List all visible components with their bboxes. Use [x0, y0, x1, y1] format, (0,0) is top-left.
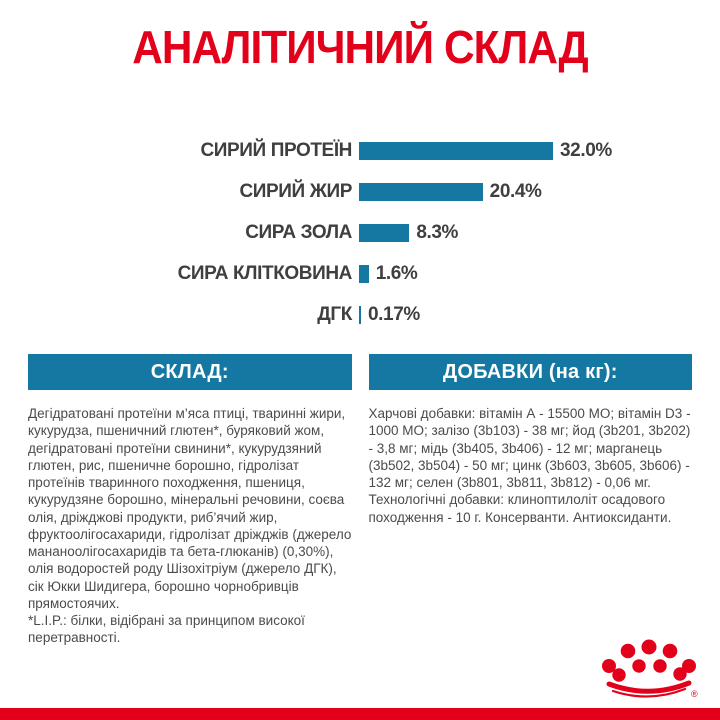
chart-value-label: 8.3% — [416, 222, 459, 243]
chart-category-label: СИРА КЛІТКОВИНА — [177, 263, 352, 284]
chart-value-label: 20.4% — [489, 181, 542, 202]
chart-bar — [359, 142, 553, 160]
chart-bar — [359, 183, 483, 201]
lip-footnote: *L.I.P.: білки, відібрані за принципом високої перетравності. — [28, 613, 305, 646]
chart-value-label: 32.0% — [560, 140, 612, 161]
brand-red-footer-bar — [0, 708, 720, 720]
chart-value-label: 0.17% — [368, 304, 420, 325]
additives-section — [369, 354, 693, 647]
chart-row — [0, 142, 720, 160]
composition-header: СКЛАД: — [28, 354, 352, 390]
chart-category-label: СИРА ЗОЛА — [245, 222, 352, 243]
chart-category-label: ДГК — [317, 304, 352, 325]
additives-header: ДОБАВКИ (на кг): — [369, 354, 693, 390]
chart-value-label: 1.6% — [375, 263, 418, 284]
chart-row — [0, 306, 720, 324]
additives-text: Харчові добавки: вітамін А - 15500 МО; вітамін D3 - 1000 МО; залізо (3b103) - 38 мг; йод (3b201, 3b202) - 3,8 мг; мідь (3b405, 3b406) - 12 мг; марганець (3b502, 3b504) - 50 мг; цинк (3b603, 3b605, 3b606) - 132 мг; селен (3b801, 3b811, 3b812) - 0,06 мг. Технологічні добавки: клиноптилоліт осадового походження - 10 г. Консерванти. Антиоксиданти. — [368, 406, 691, 525]
composition-section — [28, 354, 352, 647]
page-title: АНАЛІТИЧНИЙ СКЛАД — [132, 21, 588, 73]
royal-canin-crown-logo-icon — [600, 637, 700, 703]
chart-bar — [359, 265, 369, 283]
chart-category-label: СИРИЙ ЖИР — [239, 181, 352, 202]
chart-row — [0, 265, 720, 283]
chart-bar — [359, 306, 361, 324]
composition-text: Дегідратовані протеїни м’яса птиці, тваринні жири, кукурудза, пшеничний глютен*, буряковий жом, дегідратовані протеїни свинини*, кукурудзяний глютен, рис, пшеничне борошно, гідролізат протеїнів тваринного походження, пшениця, кукурудзяне борошно, мінеральні речовини, соєва олія, дріжджові продукти, риб’ячий жир, фруктоолігосахариди, гідролізат дріжджів (джерело мананоолігосахаридів та бета-глюканів) (0,30%), олія водоростей роду Шізохітріум (джерело ДГК), сік Юкки Шидигера, борошно чорнобривців прямостоячих. — [28, 406, 352, 611]
registered-trademark-symbol: ® — [691, 689, 698, 699]
info-sections — [0, 354, 720, 647]
analytical-composition-chart — [0, 142, 720, 324]
chart-row — [0, 183, 720, 201]
chart-bar — [359, 224, 409, 242]
chart-row — [0, 224, 720, 242]
chart-category-label: СИРИЙ ПРОТЕЇН — [200, 140, 352, 161]
